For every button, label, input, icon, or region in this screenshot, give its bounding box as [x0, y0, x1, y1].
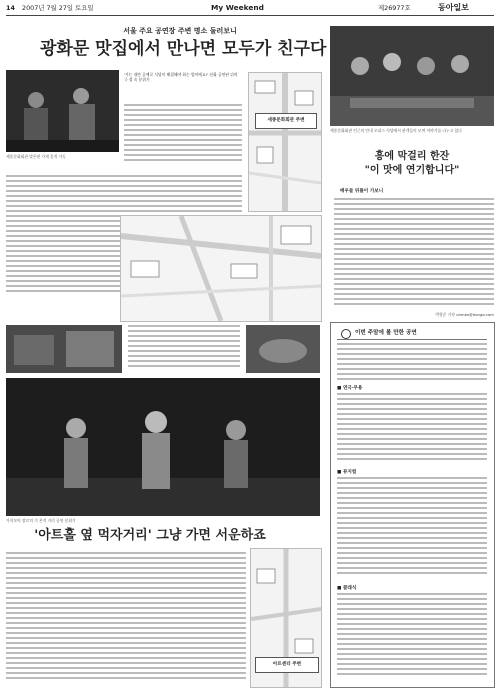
top-left-photo	[6, 70, 119, 152]
bottom-large-photo	[6, 378, 320, 516]
bottom-headline: '아트홀 옆 먹자거리' 그냥 가면 서운하죠	[34, 528, 266, 543]
right-headline-line2: "이 맛에 연기합니다"	[364, 165, 460, 176]
cast-gathering-photo	[330, 26, 494, 126]
listing-intro	[337, 343, 487, 383]
top-headline: 광화문 맛집에서 만나면 모두가 친구다	[40, 39, 327, 59]
right-photo-caption: 세종문화회관 인근의 안내 오피스 식당에서 관객들이 모여 이야기를 나누고 있다	[330, 128, 462, 133]
bottom-photo-caption: 가지모어 장르의 기 본적 거리 공연 분위기	[6, 518, 76, 523]
listing-theater-text	[337, 393, 487, 465]
listing-title: 이번 주말에 볼 만한 공연	[355, 330, 417, 336]
bottom-body-text	[6, 552, 246, 686]
middle-text	[128, 325, 240, 373]
listing-section-theater: ■ 연극·무용	[337, 386, 363, 391]
performers-photo	[6, 70, 119, 152]
listing-icon	[341, 329, 351, 339]
street-map	[249, 73, 321, 211]
stage-performance-photo	[6, 378, 320, 516]
area-map-center	[120, 215, 322, 322]
right-subhead: 배우들 뒤풀이 가보니	[340, 189, 384, 194]
page-number: 14	[6, 4, 15, 12]
issue-date: 2007년 7월 27일 토요일	[22, 4, 94, 12]
right-byline: 박형준 기자 uhmko@donga.com	[435, 312, 494, 317]
map-badge-bottom: 아트센터 주변	[255, 657, 319, 673]
issue-number: 제26977호	[378, 4, 411, 12]
map-badge-top: 세종문화회관 주변	[255, 113, 317, 129]
listing-musical-text	[337, 477, 487, 581]
middle-photo-right	[246, 325, 320, 373]
right-headline-line1: 흥에 막걸리 한잔	[374, 151, 450, 162]
street-map-large	[121, 216, 321, 321]
area-map-top	[248, 72, 322, 212]
listing-title-bar	[337, 327, 487, 340]
newspaper-logo: 동아일보	[438, 3, 469, 12]
listing-section-musical: ■ 뮤지컬	[337, 470, 357, 475]
page-header	[6, 2, 494, 16]
area-map-bottom	[250, 548, 322, 688]
top-kicker: 서울 주요 공연장 주변 명소 둘러보니	[123, 27, 237, 35]
performance-listing-box	[330, 322, 495, 688]
restaurant-photo	[6, 325, 122, 373]
right-top-photo	[330, 26, 494, 126]
middle-photo-left	[6, 325, 122, 373]
listing-section-classical: ■ 클래식	[337, 586, 357, 591]
food-photo	[246, 325, 320, 373]
top-left-photo-caption: 세종문화회관 맞은편 가게 흔적 가득	[6, 154, 66, 159]
listing-classical-text	[337, 593, 487, 681]
top-lead-body	[124, 104, 242, 166]
top-lead: '가는 내란 공예로 식당이 해결해야 하는 법이에요!' 선화 공연된 뒤의 극 장 속 분위기	[124, 72, 238, 82]
section-name: My Weekend	[211, 3, 264, 12]
right-body-text	[334, 198, 494, 310]
